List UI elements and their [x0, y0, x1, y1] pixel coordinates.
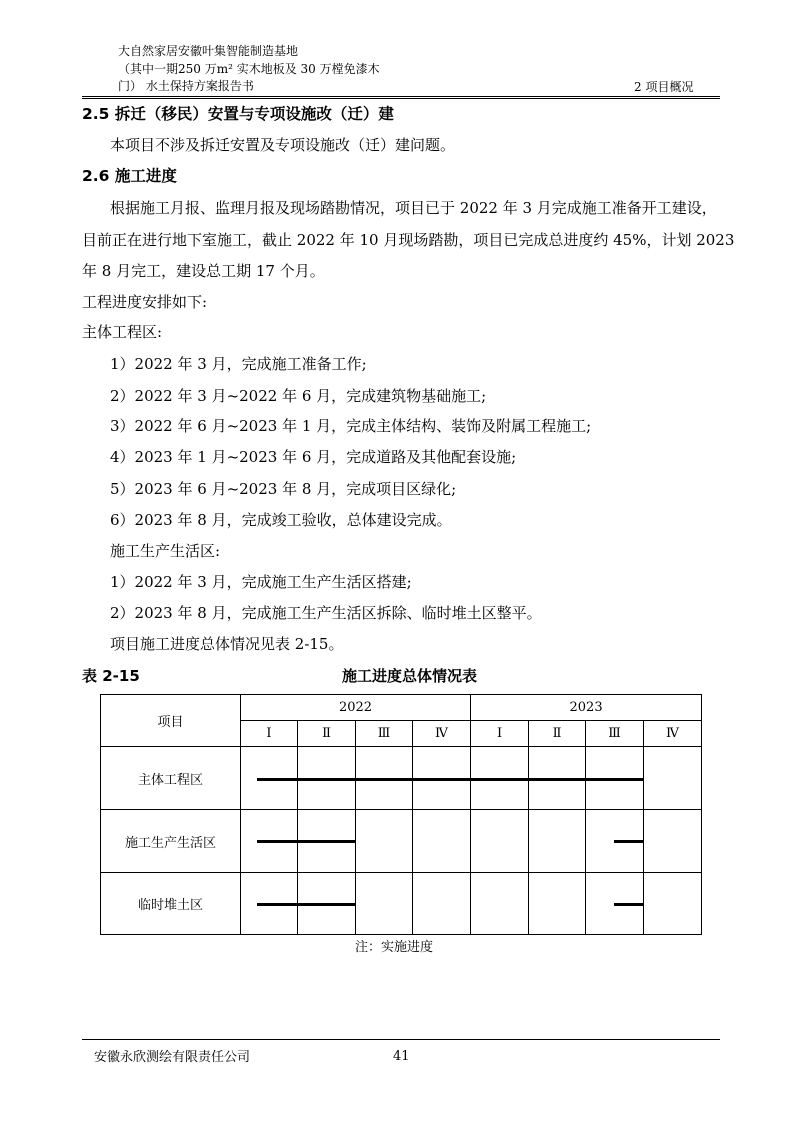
- quarter-cell: Ⅰ: [471, 721, 529, 747]
- table-number: 表 2-15: [82, 667, 140, 685]
- progress-bar: [614, 903, 643, 906]
- main-item-5: 5）2023 年 6 月~2023 年 8 月，完成项目区绿化;: [110, 480, 457, 498]
- page-number: 41: [393, 1049, 410, 1064]
- quarter-cell: Ⅲ: [586, 721, 644, 747]
- header-title: [118, 43, 380, 96]
- footer-company: 安徽永欣测绘有限责任公司: [94, 1050, 251, 1065]
- main-item-4: 4）2023 年 1 月~2023 年 6 月，完成道路及其他配套设施;: [110, 448, 517, 466]
- header-rule-thin: [82, 98, 720, 99]
- living-item-1: 1）2022 年 3 月，完成施工生产生活区搭建;: [110, 573, 412, 591]
- main-item-2: 2）2022 年 3 月~2022 年 6 月，完成建筑物基础施工;: [110, 387, 487, 405]
- header-title-line-3: 门） 水土保持方案报告书: [118, 79, 254, 93]
- main-area-label: 主体工程区:: [82, 323, 163, 341]
- row-label: 施工生产生活区: [101, 810, 241, 873]
- quarter-cell: Ⅲ: [356, 721, 413, 747]
- main-item-1: 1）2022 年 3 月，完成施工准备工作;: [110, 355, 367, 373]
- living-item-2: 2）2023 年 8 月，完成施工生产生活区拆除、临时堆土区整平。: [110, 604, 542, 622]
- quarter-cell: Ⅳ: [413, 721, 471, 747]
- section-2-5-heading: 2.5 拆迁（移民）安置与专项设施改（迁）建: [82, 105, 394, 123]
- quarter-cell: Ⅳ: [644, 721, 702, 747]
- section-2-5-text: 本项目不涉及拆迁安置及专项设施改（迁）建问题。: [110, 136, 456, 154]
- quarter-cell: Ⅱ: [298, 721, 356, 747]
- schedule-intro: 工程进度安排如下:: [82, 293, 208, 311]
- progress-bar: [257, 778, 643, 781]
- section-2-6-heading: 2.6 施工进度: [82, 167, 177, 185]
- paragraph-line-3: 年 8 月完工，建设总工期 17 个月。: [82, 262, 325, 280]
- main-item-6: 6）2023 年 8 月，完成竣工验收，总体建设完成。: [110, 511, 452, 529]
- header-chapter: 2 项目概况: [634, 80, 694, 94]
- paragraph-line-2: 目前正在进行地下室施工，截止 2022 年 10 月现场踏勘，项目已完成总进度约 45%，计划 2023: [82, 231, 735, 249]
- year-2022: 2022: [241, 695, 471, 721]
- header-title-line-1: 大自然家居安徽叶集智能制造基地: [118, 44, 299, 58]
- row-label: 临时堆土区: [101, 873, 241, 935]
- paragraph-line-1: 根据施工月报、监理月报及现场踏勘情况，项目已于 2022 年 3 月完成施工准备开工建设，: [110, 199, 717, 217]
- quarter-cell: Ⅰ: [241, 721, 298, 747]
- main-item-3: 3）2022 年 6 月~2023 年 1 月，完成主体结构、装饰及附属工程施工;: [110, 417, 592, 435]
- quarter-cell: Ⅱ: [529, 721, 586, 747]
- progress-bar: [257, 903, 355, 906]
- header-project: 项目: [101, 695, 241, 747]
- row-label: 主体工程区: [101, 747, 241, 810]
- living-area-label: 施工生产生活区:: [110, 542, 221, 560]
- table-reference: 项目施工进度总体情况见表 2-15。: [110, 635, 344, 653]
- table-note: 注：实施进度: [355, 940, 434, 955]
- year-2023: 2023: [471, 695, 702, 721]
- header-title-line-2: （其中一期250 万m² 实木地板及 30 万樘免漆木: [118, 61, 380, 76]
- footer-rule: [82, 1039, 720, 1040]
- table-title: 施工进度总体情况表: [342, 667, 478, 685]
- schedule-table: [100, 694, 702, 935]
- header-rule: [82, 96, 720, 97]
- progress-bar: [614, 840, 643, 843]
- progress-bar: [257, 840, 355, 843]
